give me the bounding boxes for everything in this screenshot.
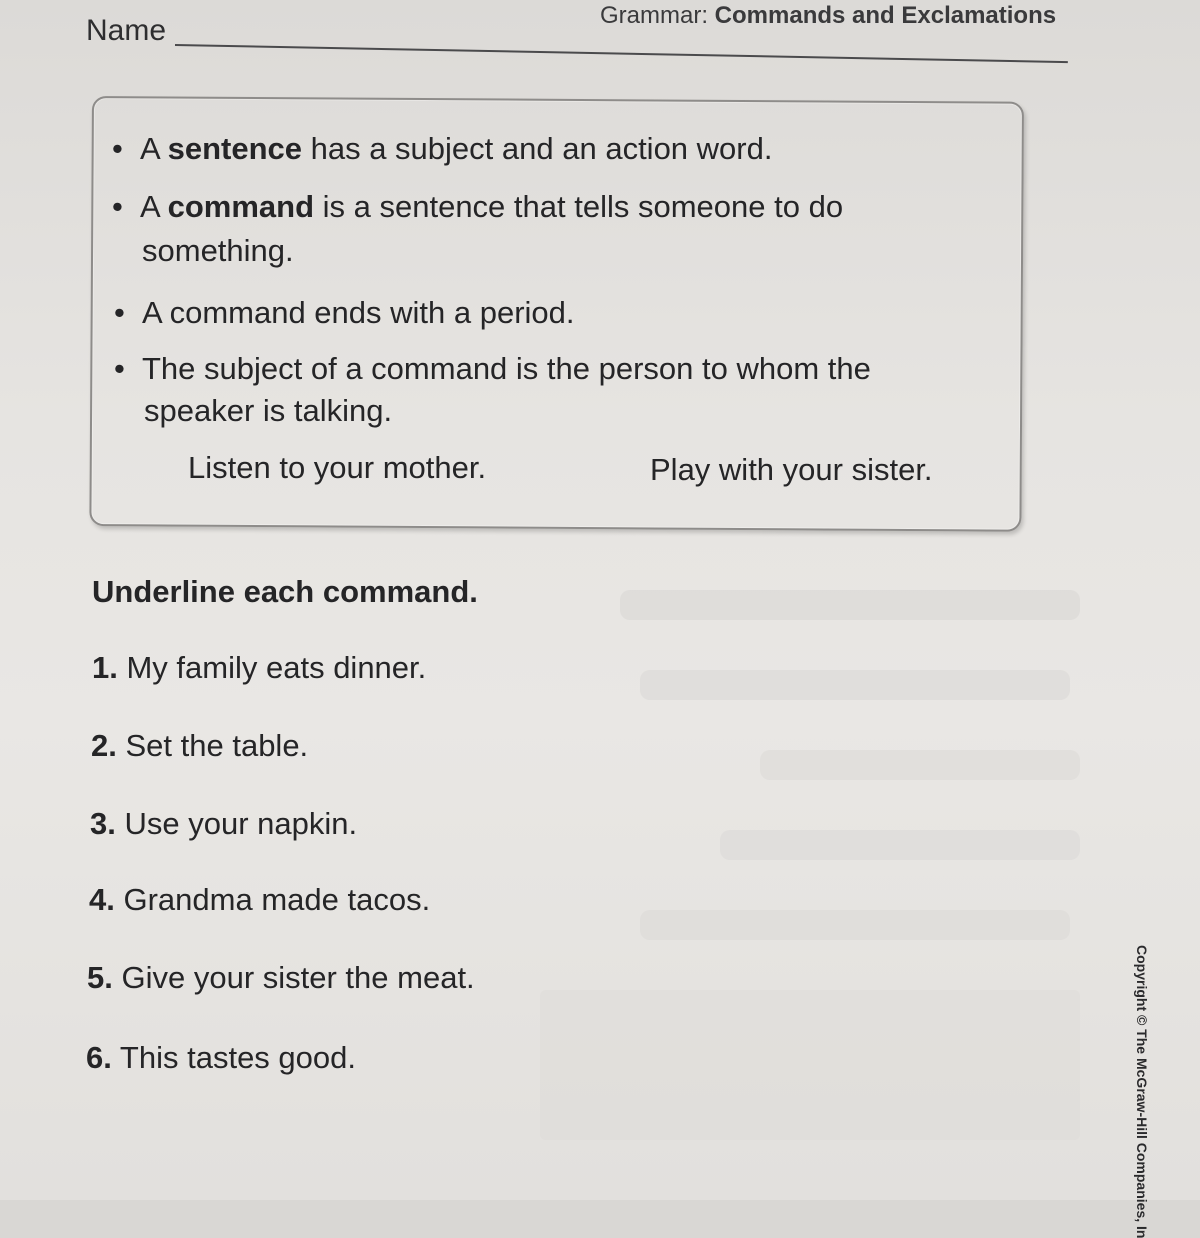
rule-item-continuation: something. (142, 233, 294, 268)
title-subject: Grammar: (600, 2, 708, 29)
bleed-through-decoration (640, 670, 1070, 700)
bleed-through-decoration (720, 830, 1080, 860)
rule-item: • A command is a sentence that tells someone to do (112, 189, 844, 224)
worksheet-title (600, 2, 1056, 30)
exercise-item[interactable]: 3. Use your napkin. (90, 806, 358, 841)
bullet-icon: • (112, 189, 123, 224)
name-label: Name (86, 14, 167, 47)
bleed-through-decoration (620, 590, 1080, 620)
bullet-icon: • (114, 351, 125, 386)
instructions-heading: Underline each command. (92, 574, 478, 609)
bullet-icon: • (114, 295, 125, 330)
bullet-icon: • (112, 131, 123, 166)
rule-item: • The subject of a command is the person to whom the (114, 351, 871, 386)
bleed-through-decoration (640, 910, 1070, 940)
exercise-item[interactable]: 6. This tastes good. (86, 1040, 356, 1075)
bleed-through-decoration (540, 990, 1080, 1140)
exercise-item[interactable]: 2. Set the table. (91, 728, 309, 763)
rule-item: • A sentence has a subject and an action word. (112, 131, 773, 166)
copyright-notice: Copyright © The McGraw-Hill Companies, In (1134, 945, 1150, 1238)
name-line[interactable] (175, 44, 1068, 63)
exercise-item[interactable]: 1. My family eats dinner. (92, 650, 427, 685)
title-topic: Commands and Exclamations (714, 2, 1057, 29)
rule-item-continuation: speaker is talking. (144, 393, 393, 428)
exercise-item[interactable]: 4. Grandma made tacos. (89, 882, 431, 917)
exercise-item[interactable]: 5. Give your sister the meat. (87, 960, 475, 995)
example-sentence: Listen to your mother. (188, 450, 487, 485)
rule-item: • A command ends with a period. (114, 295, 575, 330)
example-sentence: Play with your sister. (650, 452, 933, 487)
bleed-through-decoration (760, 750, 1080, 780)
